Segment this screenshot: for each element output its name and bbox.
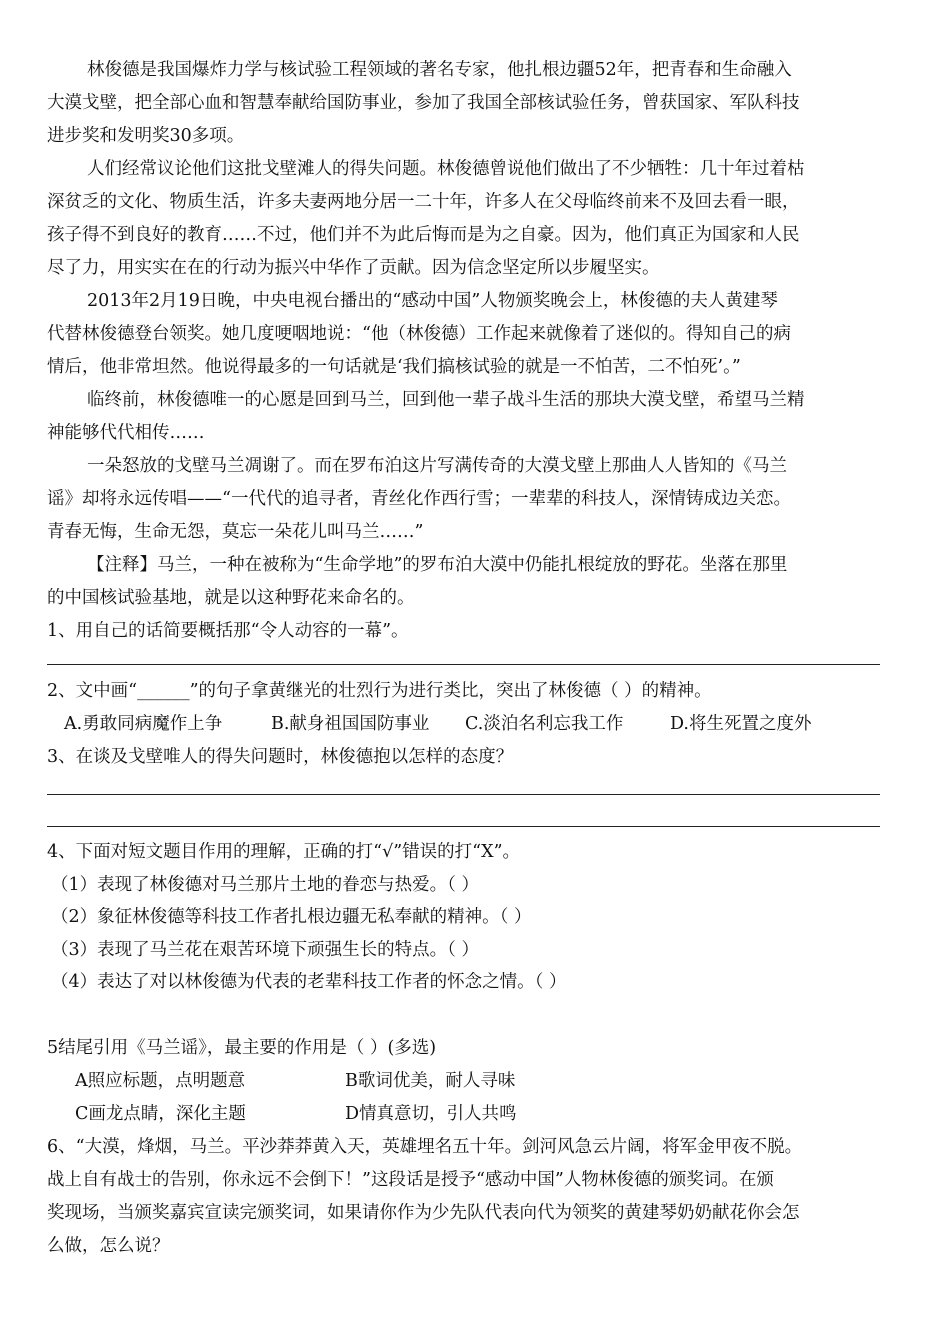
answer-line-q3-1[interactable] xyxy=(47,794,880,795)
q4-item-3: （3）表现了马兰花在艰苦环境下顽强生长的特点。（ ） xyxy=(51,940,479,960)
passage-p4-line1: 临终前，林俊德唯一的心愿是回到马兰，回到他一辈子战斗生活的那块大漠戈壁，希望马兰精 xyxy=(87,390,805,410)
passage-p5-line3: 青春无悔，生命无怨，莫忘一朵花儿叫马兰……” xyxy=(47,522,424,542)
answer-line-q3-2[interactable] xyxy=(47,826,880,827)
q5-option-c[interactable]: C画龙点睛，深化主题 xyxy=(75,1104,246,1124)
note-line1: 【注释】马兰，一种在被称为“生命学地”的罗布泊大漠中仍能扎根绽放的野花。坐落在那里 xyxy=(87,555,788,575)
q5-option-a[interactable]: A照应标题，点明题意 xyxy=(75,1071,246,1091)
q4-item-1: （1）表现了林俊德对马兰那片土地的眷恋与热爱。（ ） xyxy=(51,875,479,895)
passage-p1-line1: 林俊德是我国爆炸力学与核试验工程领域的著名专家，他扎根边疆52年，把青春和生命融入 xyxy=(87,60,792,80)
note-line2: 的中国核试验基地，就是以这种野花来命名的。 xyxy=(47,588,415,608)
passage-p2-line4: 尽了力，用实实在在的行动为振兴中华作了贡献。因为信念坚定所以步履坚实。 xyxy=(47,258,660,278)
q2-option-b[interactable]: B.献身祖国国防事业 xyxy=(271,714,430,734)
question-4: 4、下面对短文题目作用的理解，正确的打“√”错误的打“X”。 xyxy=(47,842,521,862)
q5-option-d[interactable]: D情真意切，引人共鸣 xyxy=(345,1104,517,1124)
passage-p2-line2: 深贫乏的文化、物质生活，许多夫妻两地分居一二十年，许多人在父母临终前来不及回去看一眼， xyxy=(47,192,800,212)
question-6-line4: 么做，怎么说？ xyxy=(47,1236,170,1256)
answer-line-q1[interactable] xyxy=(47,664,880,665)
passage-p5-line1: 一朵怒放的戈壁马兰凋谢了。而在罗布泊这片写满传奇的大漠戈壁上那曲人人皆知的《马兰 xyxy=(87,456,787,476)
question-2: 2、文中画“______”的句子拿黄继光的壮烈行为进行类比，突出了林俊德（ ）的精神。 xyxy=(47,681,712,701)
q4-item-2: （2）象征林俊德等科技工作者扎根边疆无私奉献的精神。（ ） xyxy=(51,907,532,927)
passage-p1-line2: 大漠戈壁，把全部心血和智慧奉献给国防事业，参加了我国全部核试验任务，曾获国家、军队科技 xyxy=(47,93,800,113)
question-1: 1、用自己的话简要概括那“令人动容的一幕”。 xyxy=(47,621,409,641)
q2-option-d[interactable]: D.将生死置之度外 xyxy=(670,714,812,734)
q2-option-a[interactable]: A.勇敢同病魔作上争 xyxy=(64,714,223,734)
passage-p2-line3: 孩子得不到良好的教育……不过，他们并不为此后悔而是为之自豪。因为，他们真正为国家和人民 xyxy=(47,225,800,245)
passage-p3-line2: 代替林俊德登台领奖。她几度哽咽地说：“他（林俊德）工作起来就像着了迷似的。得知自己的病 xyxy=(47,324,791,344)
passage-p2-line1: 人们经常议论他们这批戈壁滩人的得失问题。林俊德曾说他们做出了不少牺牲：几十年过着枯 xyxy=(87,159,805,179)
q4-item-4: （4）表达了对以林俊德为代表的老辈科技工作者的怀念之情。（ ） xyxy=(51,972,567,992)
question-6-line2: 战上自有战士的告别，你永远不会倒下！”这段话是授予“感动中国”人物林俊德的颁奖词。在颁 xyxy=(47,1170,774,1190)
q2-option-c[interactable]: C.淡泊名利忘我工作 xyxy=(465,714,624,734)
question-6-line1: 6、“大漠，烽烟，马兰。平沙莽莽黄入天，英雄埋名五十年。剑河风急云片阔，将军金甲夜不脱。 xyxy=(47,1137,803,1157)
passage-p4-line2: 神能够代代相传…… xyxy=(47,423,205,443)
q5-option-b[interactable]: B歌词优美，耐人寻味 xyxy=(345,1071,516,1091)
question-3: 3、在谈及戈壁唯人的得失问题时，林俊德抱以怎样的态度？ xyxy=(47,747,514,767)
question-6-line3: 奖现场，当颁奖嘉宾宣读完颁奖词，如果请你作为少先队代表向代为领奖的黄建琴奶奶献花你会怎 xyxy=(47,1203,800,1223)
passage-p3-line3: 情后，他非常坦然。他说得最多的一句话就是‘我们搞核试验的就是一不怕苦，二不怕死’。” xyxy=(47,357,741,377)
passage-p3-line1: 2013年2月19日晚，中央电视台播出的“感动中国”人物颁奖晚会上，林俊德的夫人黄建琴 xyxy=(87,291,778,311)
passage-p5-line2: 谣》却将永远传唱——“一代代的追寻者，青丝化作西行雪；一辈辈的科技人，深情铸成边关恋。 xyxy=(47,489,791,509)
passage-p1-line3: 进步奖和发明奖30多项。 xyxy=(47,126,245,146)
question-5: 5结尾引用《马兰谣》，最主要的作用是（ ）(多选) xyxy=(47,1038,437,1058)
